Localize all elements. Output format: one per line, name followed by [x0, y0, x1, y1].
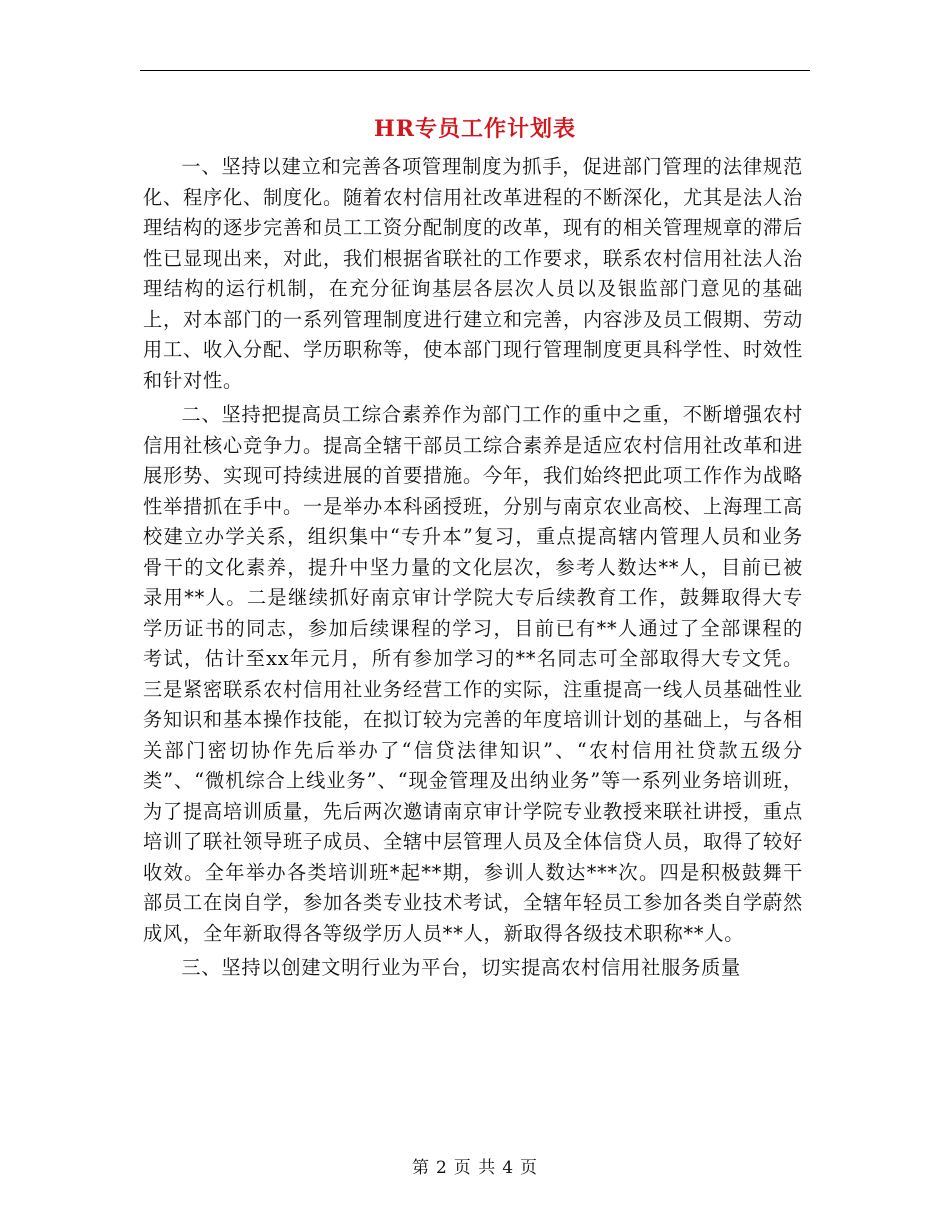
- footer-page-number: 2: [435, 1158, 448, 1178]
- paragraph-2: 二、坚持把提高员工综合素养作为部门工作的重中之重，不断增强农村信用社核心竞争力。提高全辖干部员工综合素养是适应农村信用社改革和进展形势、实现可持续进展的首要措施。今年，我们始终把此项工作作为战略性举措抓在手中。一是举办本科函授班，分别与南京农业高校、上海理工高校建立办学关系，组织集中“专升本”复习，重点提高辖内管理人员和业务骨干的文化素养，提升中坚力量的文化层次，参考人数达**人，目前已被录用**人。二是继续抓好南京审计学院大专后续教育工作，鼓舞取得大专学历证书的同志，参加后续课程的学习，目前已有**人通过了全部课程的考试，估计至xx年元月，所有参加学习的**名同志可全部取得大专文凭。三是紧密联系农村信用社业务经营工作的实际，注重提高一线人员基础性业务知识和基本操作技能，在拟订较为完善的年度培训计划的基础上，与各相关部门密切协作先后举办了“信贷法律知识”、“农村信用社贷款五级分类”、“微机综合上线业务”、“现金管理及出纳业务”等一系列业务培训班，为了提高培训质量，先后两次邀请南京审计学院专业教授来联社讲授，重点培训了联社领导班子成员、全辖中层管理人员及全体信贷人员，取得了较好收效。全年举办各类培训班*起**期，参训人数达***次。四是积极鼓舞干部员工在岗自学，参加各类专业技术考试，全辖年轻员工参加各类自学蔚然成风，全年新取得各等级学历人员**人，新取得各级技术职称**人。: [143, 403, 803, 945]
- document-title: HR专员工作计划表: [373, 116, 577, 142]
- footer-prefix: 第: [411, 1158, 430, 1178]
- header-rule: [140, 70, 810, 71]
- footer-middle: 页 共: [453, 1158, 497, 1178]
- paragraph-3: 三、坚持以创建文明行业为平台，切实提高农村信用社服务质量: [181, 956, 742, 979]
- document-body: [143, 152, 803, 984]
- footer-total-pages: 4: [502, 1158, 515, 1178]
- paragraph-1: 一、坚持以建立和完善各项管理制度为抓手，促进部门管理的法律规范化、程序化、制度化。随着农村信用社改革进程的不断深化，尤其是法人治理结构的逐步完善和员工工资分配制度的改革，现有的相关管理规章的滞后性已显现出来，对此，我们根据省联社的工作要求，联系农村信用社法人治理结构的运行机制，在充分征询基层各层次人员以及银监部门意见的基础上，对本部门的一系列管理制度进行建立和完善，内容涉及员工假期、劳动用工、收入分配、学历职称等，使本部门现行管理制度更具科学性、时效性和针对性。: [143, 155, 803, 392]
- footer-suffix: 页: [520, 1158, 539, 1178]
- page-footer: [0, 1153, 950, 1178]
